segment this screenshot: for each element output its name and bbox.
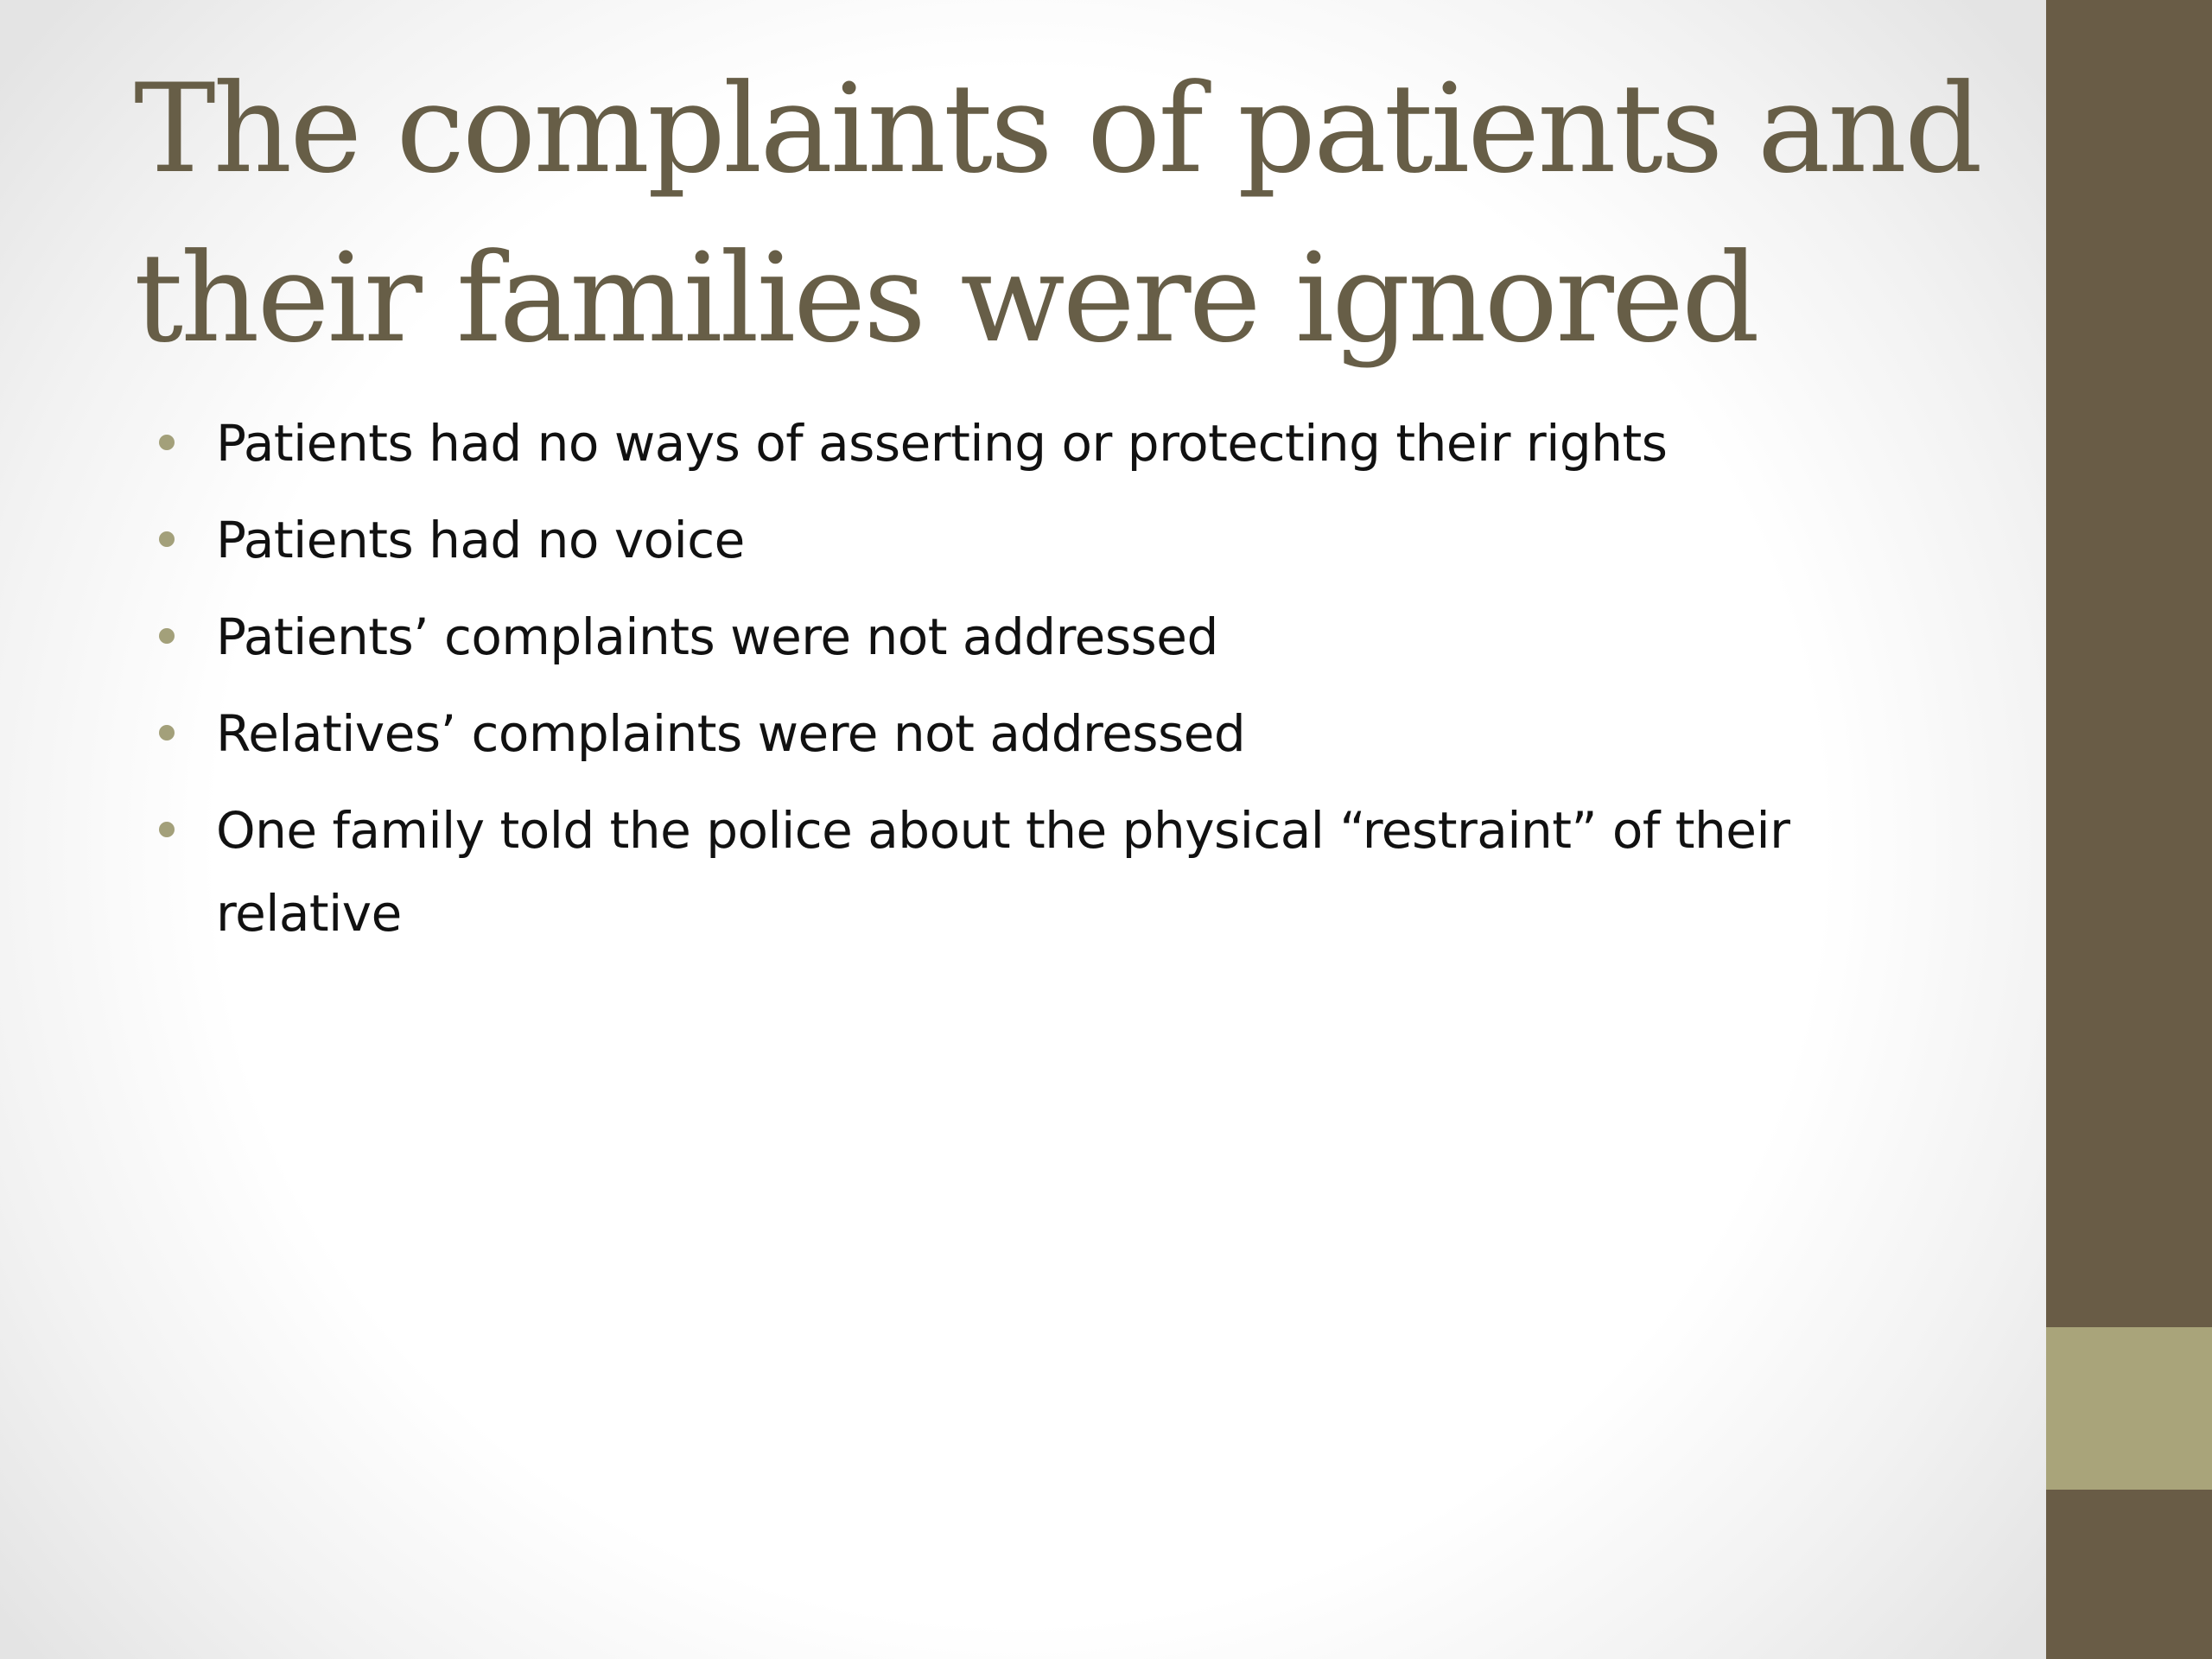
slide-title: The complaints of patients and their families were ignored [134,58,1980,370]
bullet-text: Patients’ complaints were not addressed [216,607,1218,666]
bullet-text: One family told the police about the physical “restraint” of their relative [216,801,1790,943]
bullet-item [156,789,1884,955]
bullet-text: Patients had no ways of asserting or protecting their rights [216,414,1668,473]
bullet-item [156,595,1884,678]
bullet-text: Relatives’ complaints were not addressed [216,704,1246,763]
side-accent-block [2046,1327,2212,1490]
bullet-dot-icon [159,531,175,547]
bullet-item [156,402,1884,485]
bullet-item [156,499,1884,582]
bullet-dot-icon [159,628,175,644]
bullet-dot-icon [159,725,175,741]
bullet-item [156,692,1884,775]
bullet-text: Patients had no voice [216,511,745,569]
bullet-dot-icon [159,822,175,837]
bullet-dot-icon [159,435,175,450]
bullet-list [156,402,1884,969]
